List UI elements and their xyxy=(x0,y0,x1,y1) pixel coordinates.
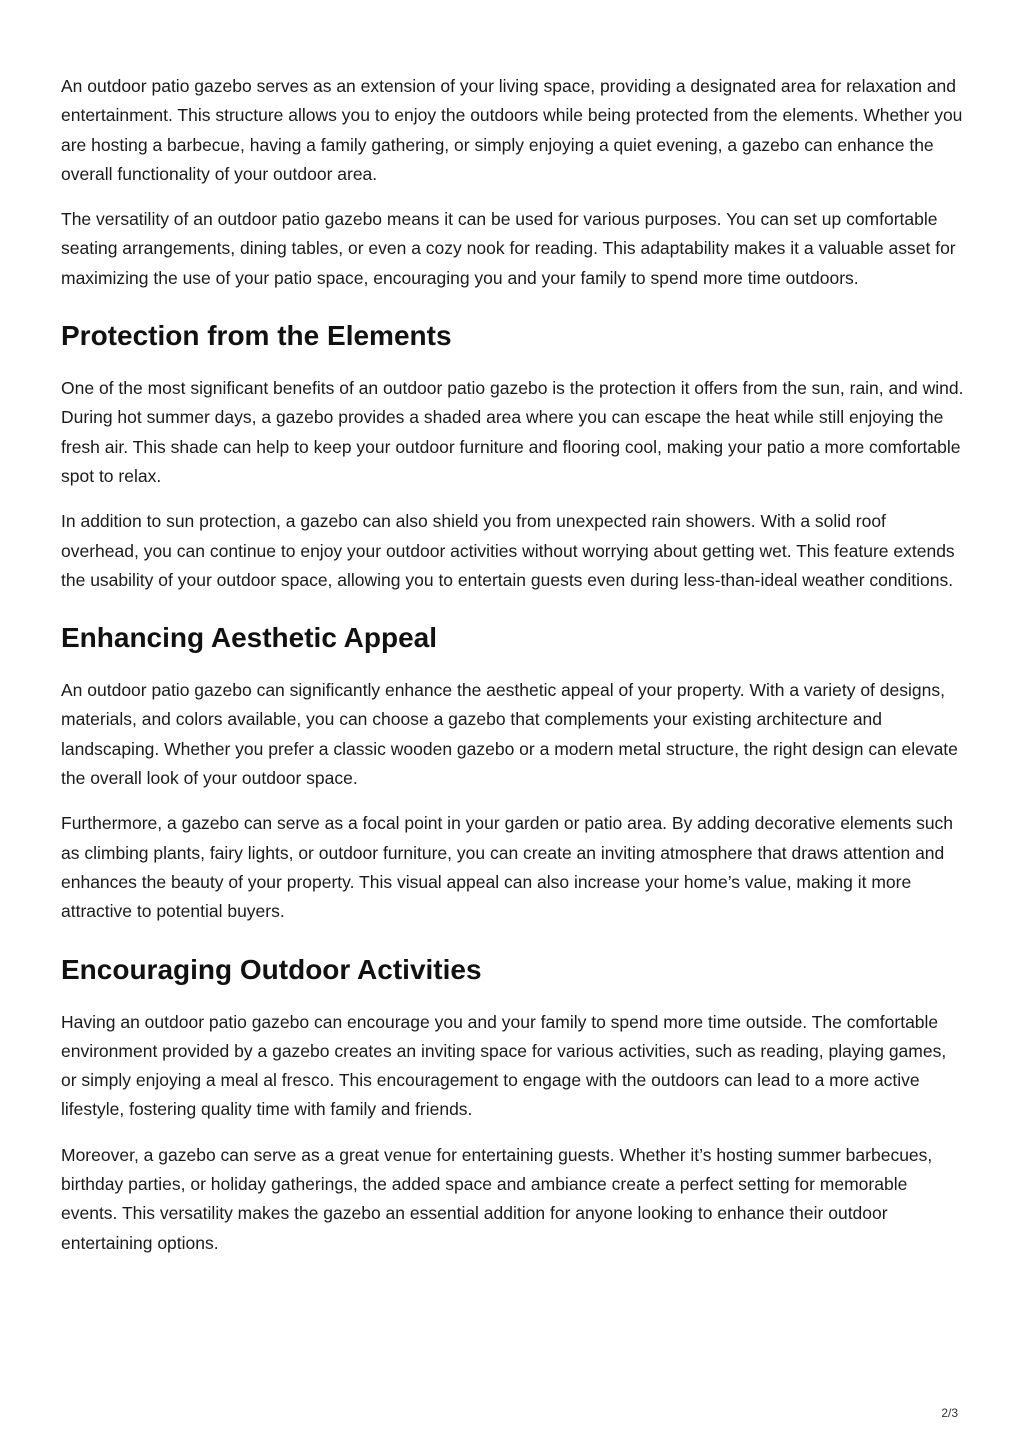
section-heading-aesthetic: Enhancing Aesthetic Appeal xyxy=(61,622,437,654)
section-heading-protection: Protection from the Elements xyxy=(61,320,452,352)
intro-paragraph-1: An outdoor patio gazebo serves as an extension of your living space, providing a designated area for relaxation and entertainment. This structure allows you to enjoy the outdoors while being protected from the elements. Whether you are hosting a barbecue, having a family gathering, or simply enjoying a quiet evening, a gazebo can enhance the overall functionality of your outdoor area. xyxy=(61,76,963,184)
section-heading-activities: Encouraging Outdoor Activities xyxy=(61,953,482,985)
aesthetic-paragraph-2: Furthermore, a gazebo can serve as a focal point in your garden or patio area. By adding decorative elements such as climbing plants, fairy lights, or outdoor furniture, you can create an inviting atmosphere that draws attention and enhances the beauty of your property. This visual appeal can also increase your home’s value, making it more attractive to potential buyers. xyxy=(61,813,954,922)
page-number: 2/3 xyxy=(941,1406,958,1420)
intro-paragraph-2: The versatility of an outdoor patio gazebo means it can be used for various purposes. You can set up comfortable seating arrangements, dining tables, or even a cozy nook for reading. This adaptability makes it a valuable asset for maximizing the use of your patio space, encouraging you and your family to spend more time outdoors. xyxy=(61,209,956,288)
protection-paragraph-1: One of the most significant benefits of an outdoor patio gazebo is the protection it offers from the sun, rain, and wind. During hot summer days, a gazebo provides a shaded area where you can escape the heat while still enjoying the fresh air. This shade can help to keep your outdoor furniture and flooring cool, making your patio a more comfortable spot to relax. xyxy=(61,378,964,486)
activities-paragraph-2: Moreover, a gazebo can serve as a great venue for entertaining guests. Whether it’s hosting summer barbecues, birthday parties, or holiday gatherings, the added space and ambiance create a perfect setting for memorable events. This versatility makes the gazebo an essential addition for anyone looking to enhance their outdoor entertaining options. xyxy=(61,1144,933,1253)
document-body xyxy=(61,72,966,1274)
activities-paragraph-1: Having an outdoor patio gazebo can encourage you and your family to spend more time outside. The comfortable environment provided by a gazebo creates an inviting space for various activities, such as reading, playing games, or simply enjoying a meal al fresco. This encouragement to engage with the outdoors can lead to a more active lifestyle, fostering quality time with family and friends. xyxy=(61,1011,947,1120)
aesthetic-paragraph-1: An outdoor patio gazebo can significantly enhance the aesthetic appeal of your property. With a variety of designs, materials, and colors available, you can choose a gazebo that complements your existing architecture and landscaping. Whether you prefer a classic wooden gazebo or a modern metal structure, the right design can elevate the overall look of your outdoor space. xyxy=(61,680,958,789)
protection-paragraph-2: In addition to sun protection, a gazebo can also shield you from unexpected rain showers. With a solid roof overhead, you can continue to enjoy your outdoor activities without worrying about getting wet. This feature extends the usability of your outdoor space, allowing you to entertain guests even during less-than-ideal weather conditions. xyxy=(61,511,955,590)
